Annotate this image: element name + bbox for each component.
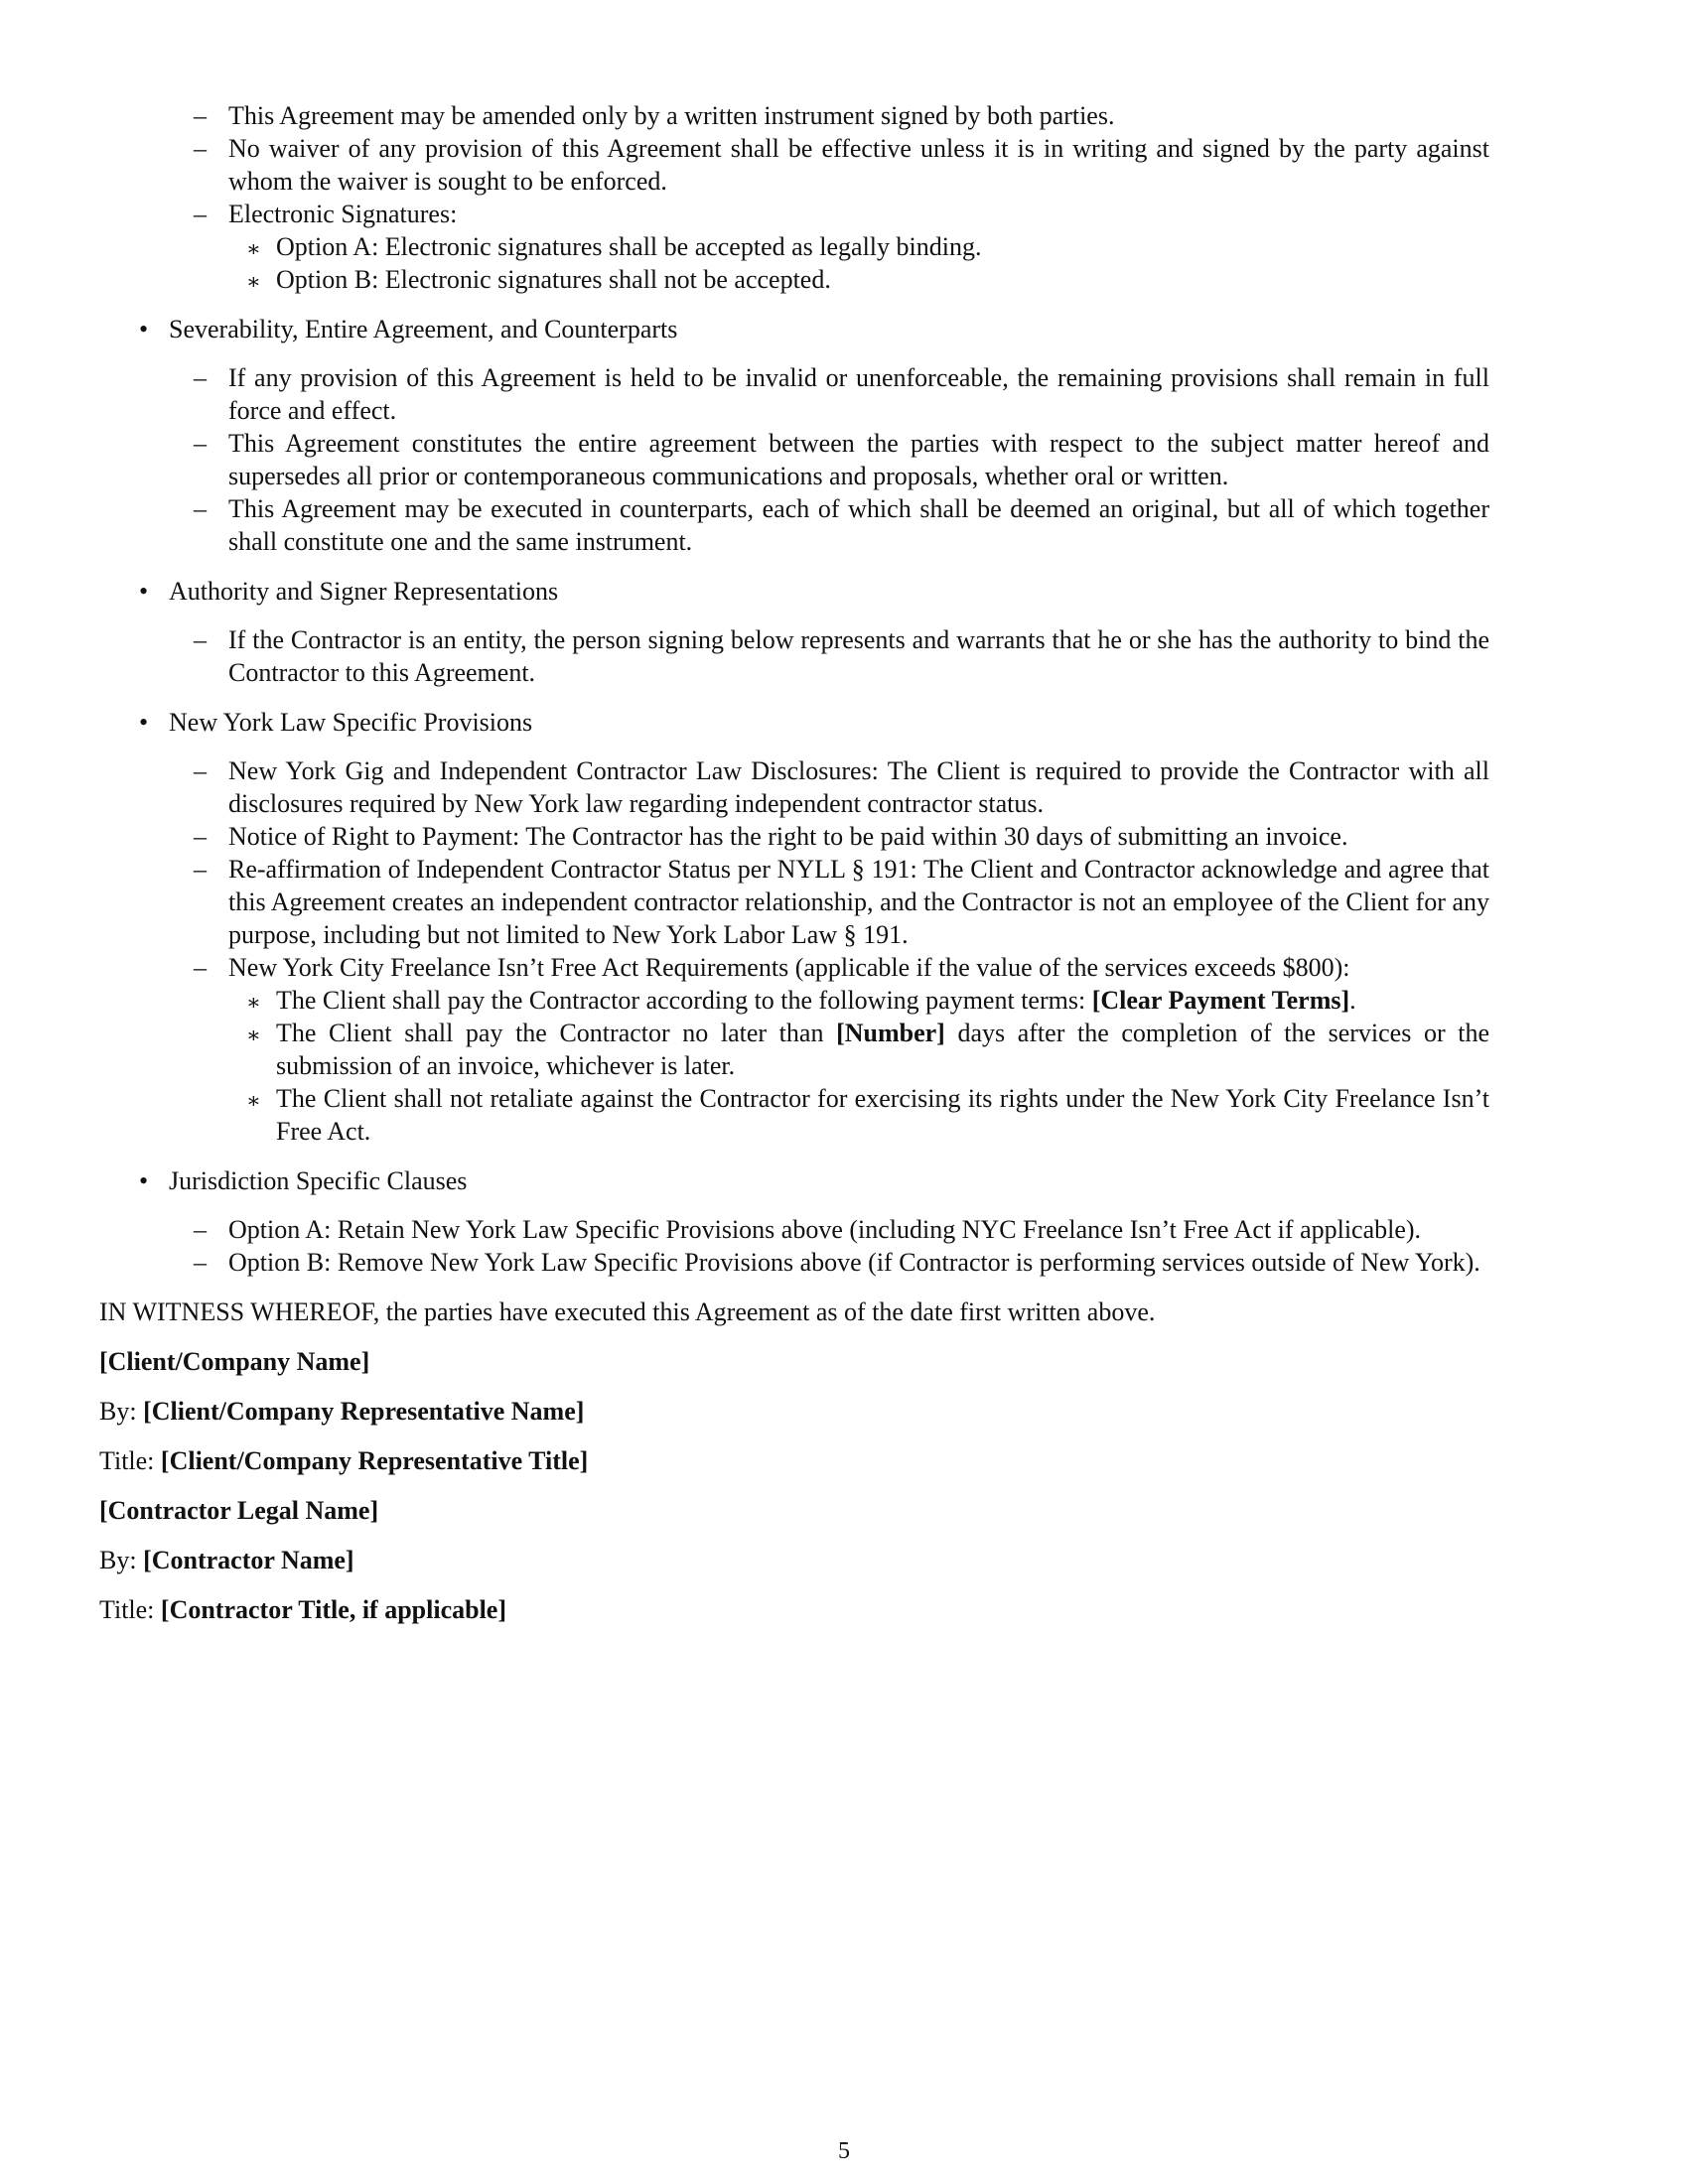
authority-items <box>194 623 1489 689</box>
section-authority <box>139 575 1489 689</box>
client-title-line <box>99 1444 1589 1477</box>
dash-marker: – <box>194 1215 207 1244</box>
list-item <box>194 951 1489 1148</box>
list-item <box>194 427 1489 492</box>
ny-law-items <box>194 754 1489 1148</box>
item-text: days after the completion of the services or the submission of an invoice, whichever is later. <box>276 1019 1489 1080</box>
item-text: . <box>1349 986 1356 1015</box>
dash-marker: – <box>194 429 207 458</box>
section-jurisdiction <box>139 1164 1489 1279</box>
section-title: Authority and Signer Representations <box>169 577 559 606</box>
contractor-title-line <box>99 1593 1589 1626</box>
payment-terms-placeholder: [Clear Payment Terms] <box>1091 986 1350 1015</box>
contractor-name-placeholder: [Contractor Legal Name] <box>99 1496 379 1525</box>
item-text: Notice of Right to Payment: The Contractor has the right to be paid within 30 days of submitting an invoice. <box>228 822 1348 851</box>
item-text: The Client shall pay the Contractor no later than <box>276 1019 837 1047</box>
list-item <box>194 623 1489 689</box>
dash-marker: – <box>194 200 207 228</box>
page-number: 5 <box>838 2138 850 2164</box>
contractor-name <box>99 1494 1589 1527</box>
jurisdiction-items <box>194 1213 1489 1279</box>
list-item <box>194 492 1489 558</box>
dash-marker: – <box>194 494 207 523</box>
list-item <box>194 361 1489 427</box>
dash-marker: – <box>194 134 207 163</box>
list-item <box>194 1246 1489 1279</box>
contractor-title-placeholder: [Contractor Title, if applicable] <box>160 1595 506 1624</box>
contractor-by-line <box>99 1544 1589 1576</box>
dash-marker: – <box>194 953 207 982</box>
list-item <box>194 99 1489 132</box>
list-item <box>194 132 1489 198</box>
item-text: This Agreement may be executed in counterparts, each of which shall be deemed an original, but all of which together shall constitute one and the same instrument. <box>228 494 1489 556</box>
section-ny-law <box>139 706 1489 1148</box>
esign-heading: Electronic Signatures: <box>228 200 458 228</box>
item-text: Option B: Remove New York Law Specific Provisions above (if Contractor is performing services outside of New York). <box>228 1248 1480 1277</box>
dash-marker: – <box>194 855 207 884</box>
list-item <box>194 198 1489 296</box>
freelance-act-items <box>228 984 1489 1148</box>
client-name-placeholder: [Client/Company Name] <box>99 1347 370 1376</box>
severability-items <box>194 361 1489 558</box>
dash-marker: – <box>194 101 207 130</box>
contractor-rep-placeholder: [Contractor Name] <box>143 1546 354 1574</box>
bullet-marker: • <box>139 708 149 737</box>
list-item <box>194 820 1489 853</box>
item-text: Re-affirmation of Independent Contractor Status per NYLL § 191: The Client and Contractor acknowledge and agree that this Agreement creates an independent contractor relationship, and the Contractor is not an employee of the Client for any purpose, including but not limited to New York Labor Law § 191. <box>228 855 1489 949</box>
client-title-placeholder: [Client/Company Representative Title] <box>160 1446 589 1475</box>
title-label: Title: <box>99 1446 161 1475</box>
dash-marker: – <box>194 756 207 785</box>
esign-options <box>228 230 1489 296</box>
client-rep-placeholder: [Client/Company Representative Name] <box>143 1397 585 1426</box>
star-marker: ∗ <box>246 990 261 1015</box>
list-item <box>246 263 1489 296</box>
client-by-line <box>99 1395 1589 1428</box>
amendment-list <box>194 99 1489 296</box>
witness-statement: IN WITNESS WHEREOF, the parties have executed this Agreement as of the date first written above. <box>99 1297 1156 1326</box>
client-name <box>99 1345 1589 1378</box>
item-text: If any provision of this Agreement is held to be invalid or unenforceable, the remaining provisions shall remain in full force and effect. <box>228 363 1489 425</box>
amendment-text: This Agreement may be amended only by a written instrument signed by both parties. <box>228 101 1115 130</box>
bullet-marker: • <box>139 1166 149 1195</box>
list-item <box>246 1017 1489 1082</box>
dash-marker: – <box>194 363 207 392</box>
list-item <box>194 853 1489 951</box>
esign-option-a: Option A: Electronic signatures shall be accepted as legally binding. <box>276 232 982 261</box>
list-item <box>194 1213 1489 1246</box>
star-marker: ∗ <box>246 236 261 261</box>
item-text: This Agreement constitutes the entire agreement between the parties with respect to the subject matter hereof and supersedes all prior or contemporaneous communications and proposals, whether oral or written. <box>228 429 1489 490</box>
bullet-marker: • <box>139 577 149 606</box>
bullet-marker: • <box>139 315 149 343</box>
item-text: If the Contractor is an entity, the person signing below represents and warrants that he or she has the authority to bind the Contractor to this Agreement. <box>228 625 1489 687</box>
item-text: New York City Freelance Isn’t Free Act Requirements (applicable if the value of the services exceeds $800): <box>228 953 1350 982</box>
star-marker: ∗ <box>246 1023 261 1047</box>
number-placeholder: [Number] <box>836 1019 945 1047</box>
list-item <box>194 754 1489 820</box>
section-title: Jurisdiction Specific Clauses <box>169 1166 468 1195</box>
document-page <box>99 99 1589 1626</box>
sections-list <box>139 313 1489 1279</box>
star-marker: ∗ <box>246 1088 261 1113</box>
item-text: New York Gig and Independent Contractor Law Disclosures: The Client is required to provide the Contractor with all disclosures required by New York law regarding independent contractor status. <box>228 756 1489 818</box>
esign-option-b: Option B: Electronic signatures shall not be accepted. <box>276 265 831 294</box>
section-title: New York Law Specific Provisions <box>169 708 533 737</box>
item-text: The Client shall not retaliate against the Contractor for exercising its rights under the New York City Freelance Isn’t Free Act. <box>276 1084 1489 1146</box>
section-severability <box>139 313 1489 558</box>
item-text: The Client shall pay the Contractor according to the following payment terms: <box>276 986 1092 1015</box>
list-item <box>246 230 1489 263</box>
star-marker: ∗ <box>246 269 261 294</box>
dash-marker: – <box>194 1248 207 1277</box>
by-label: By: <box>99 1546 144 1574</box>
title-label: Title: <box>99 1595 161 1624</box>
dash-marker: – <box>194 822 207 851</box>
list-item <box>246 1082 1489 1148</box>
waiver-text: No waiver of any provision of this Agreement shall be effective unless it is in writing and signed by the party against whom the waiver is sought to be enforced. <box>228 134 1489 196</box>
list-item <box>246 984 1489 1017</box>
by-label: By: <box>99 1397 144 1426</box>
item-text: Option A: Retain New York Law Specific Provisions above (including NYC Freelance Isn’t Free Act if applicable). <box>228 1215 1422 1244</box>
section-title: Severability, Entire Agreement, and Counterparts <box>169 315 678 343</box>
dash-marker: – <box>194 625 207 654</box>
